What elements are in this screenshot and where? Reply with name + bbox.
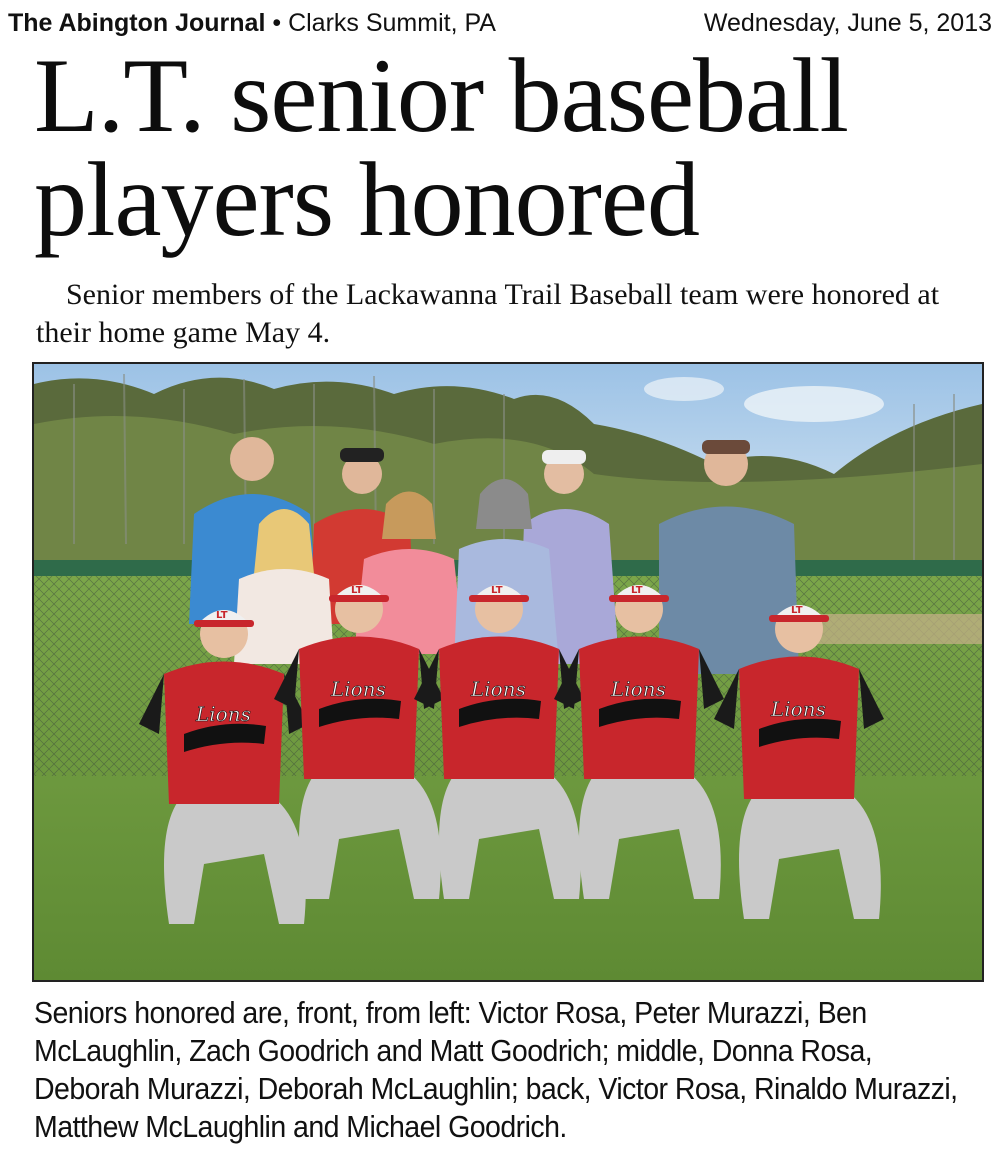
article-deck: Senior members of the Lackawanna Trail Baseball team were honored at their home game May 4.: [36, 278, 940, 349]
masthead-date: Wednesday, June 5, 2013: [703, 9, 992, 37]
photo-caption: Seniors honored are, front, from left: Victor Rosa, Peter Murazzi, Ben McLaughlin, Zach Goodrich and Matt Goodrich; middle, Donna Rosa, Deborah Murazzi, Deborah McLaughlin; back, Victor Rosa, Rinaldo Murazzi, Matthew McLaughlin and Michael Goodrich.: [34, 995, 958, 1144]
cap-logo: LT: [351, 585, 363, 596]
team-photo-illustration: [34, 364, 982, 980]
headline: [34, 37, 974, 258]
cap-logo: LT: [491, 585, 503, 596]
jersey-lettering: Lions: [331, 677, 386, 701]
jersey-lettering: Lions: [771, 697, 826, 721]
headline-line-1: L.T. senior baseball: [34, 37, 848, 154]
publication-name: The Abington Journal: [8, 9, 266, 37]
cap-logo: LT: [216, 610, 228, 621]
team-photo: [32, 362, 984, 982]
cap-logo: LT: [791, 605, 803, 616]
masthead-location: Clarks Summit, PA: [288, 9, 496, 37]
cap-logo: LT: [631, 585, 643, 596]
jersey-lettering: Lions: [471, 677, 526, 701]
jersey-lettering: Lions: [611, 677, 666, 701]
jersey-lettering: Lions: [196, 702, 251, 726]
headline-line-2: players honored: [34, 141, 699, 258]
masthead-separator: •: [272, 9, 282, 37]
masthead: [8, 6, 992, 40]
